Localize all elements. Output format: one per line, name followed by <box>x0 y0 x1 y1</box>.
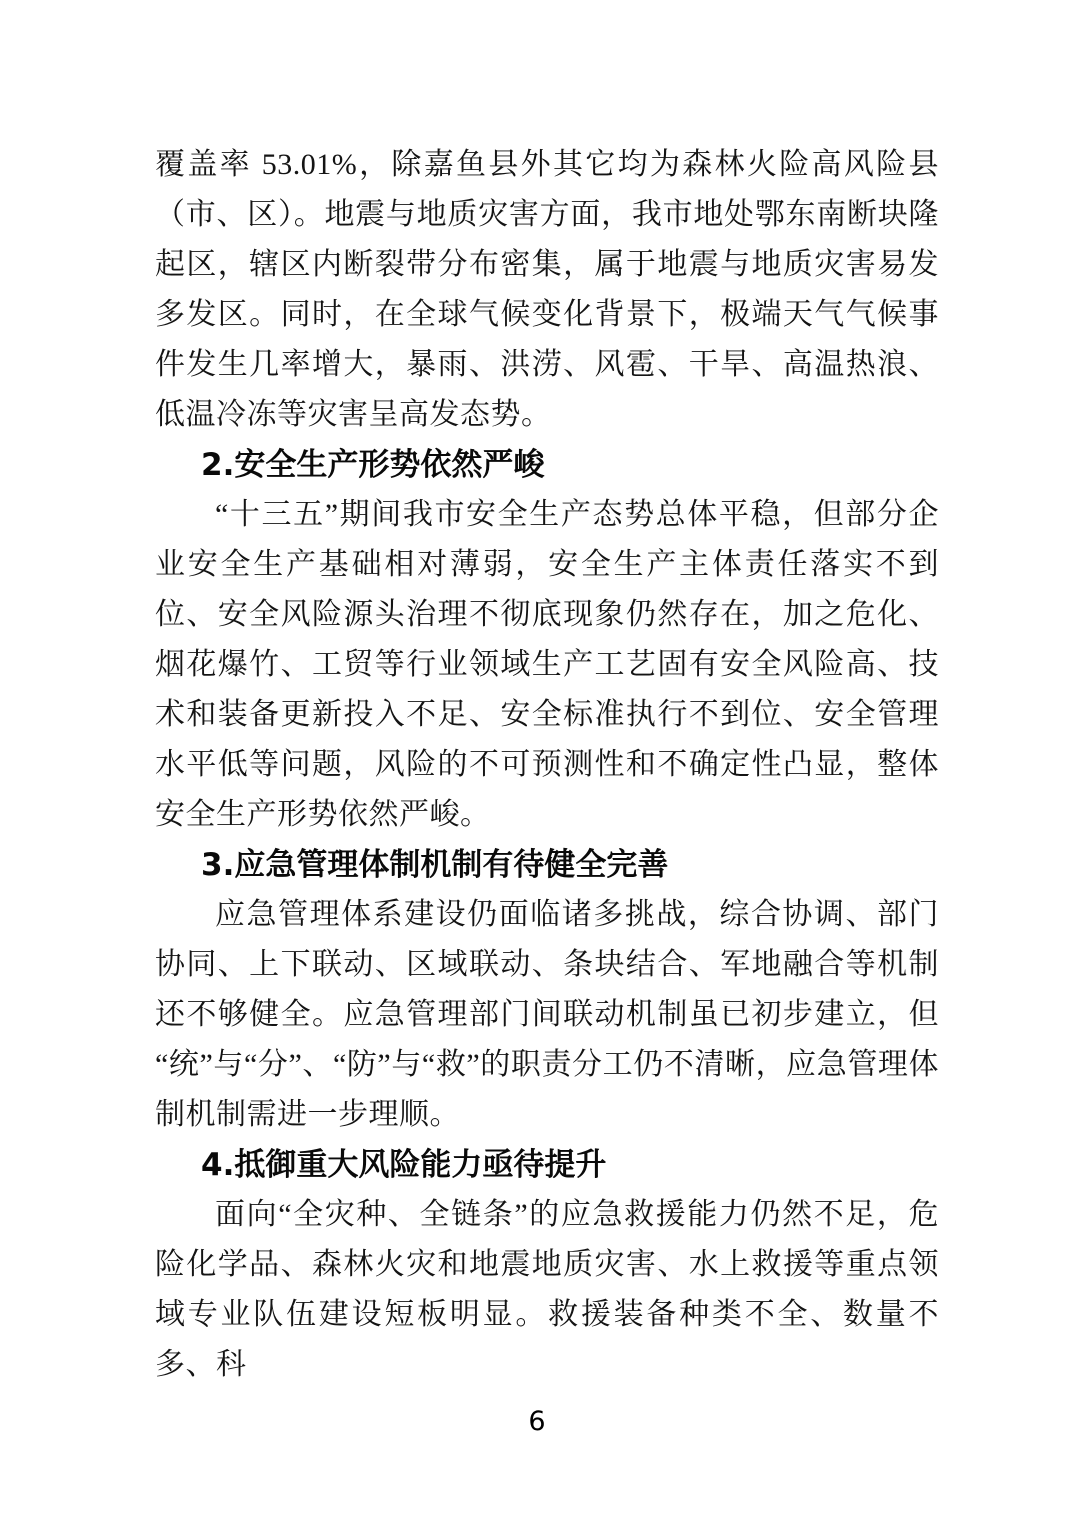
page-number: 6 <box>528 1406 546 1437</box>
section-heading-major-risk-capability: 4.抵御重大风险能力亟待提升 <box>201 1147 607 1183</box>
paragraph-emergency-system: 应急管理体系建设仍面临诸多挑战，综合协调、部门协同、上下联动、区域联动、条块结合、军地融合等机制还不够健全。应急管理部门间联动机制虽已初步建立，但“统”与“分”、“防”与“救”的职责分工仍不清晰，应急管理体制机制需进一步理顺。 <box>155 898 939 1131</box>
page-content <box>155 140 939 1390</box>
paragraph-natural-disaster-continuation: 覆盖率 53.01%，除嘉鱼县外其它均为森林火险高风险县（市、区）。地震与地质灾害方面，我市地处鄂东南断块隆起区，辖区内断裂带分布密集，属于地震与地质灾害易发多发区。同时，在全球气候变化背景下，极端天气气候事件发生几率增大，暴雨、洪涝、风雹、干旱、高温热浪、低温冷冻等灾害呈高发态势。 <box>155 148 939 431</box>
paragraph-major-risk-capability: 面向“全灾种、全链条”的应急救援能力仍然不足，危险化学品、森林火灾和地震地质灾害、水上救援等重点领域专业队伍建设短板明显。救援装备种类不全、数量不多、科 <box>155 1198 939 1381</box>
paragraph-work-safety: “十三五”期间我市安全生产态势总体平稳，但部分企业安全生产基础相对薄弱，安全生产主体责任落实不到位、安全风险源头治理不彻底现象仍然存在，加之危化、烟花爆竹、工贸等行业领域生产工艺固有安全风险高、技术和装备更新投入不足、安全标准执行不到位、安全管理水平低等问题，风险的不可预测性和不确定性凸显，整体安全生产形势依然严峻。 <box>155 498 939 831</box>
section-heading-work-safety: 2.安全生产形势依然严峻 <box>201 447 545 483</box>
section-heading-emergency-system: 3.应急管理体制机制有待健全完善 <box>201 847 669 883</box>
